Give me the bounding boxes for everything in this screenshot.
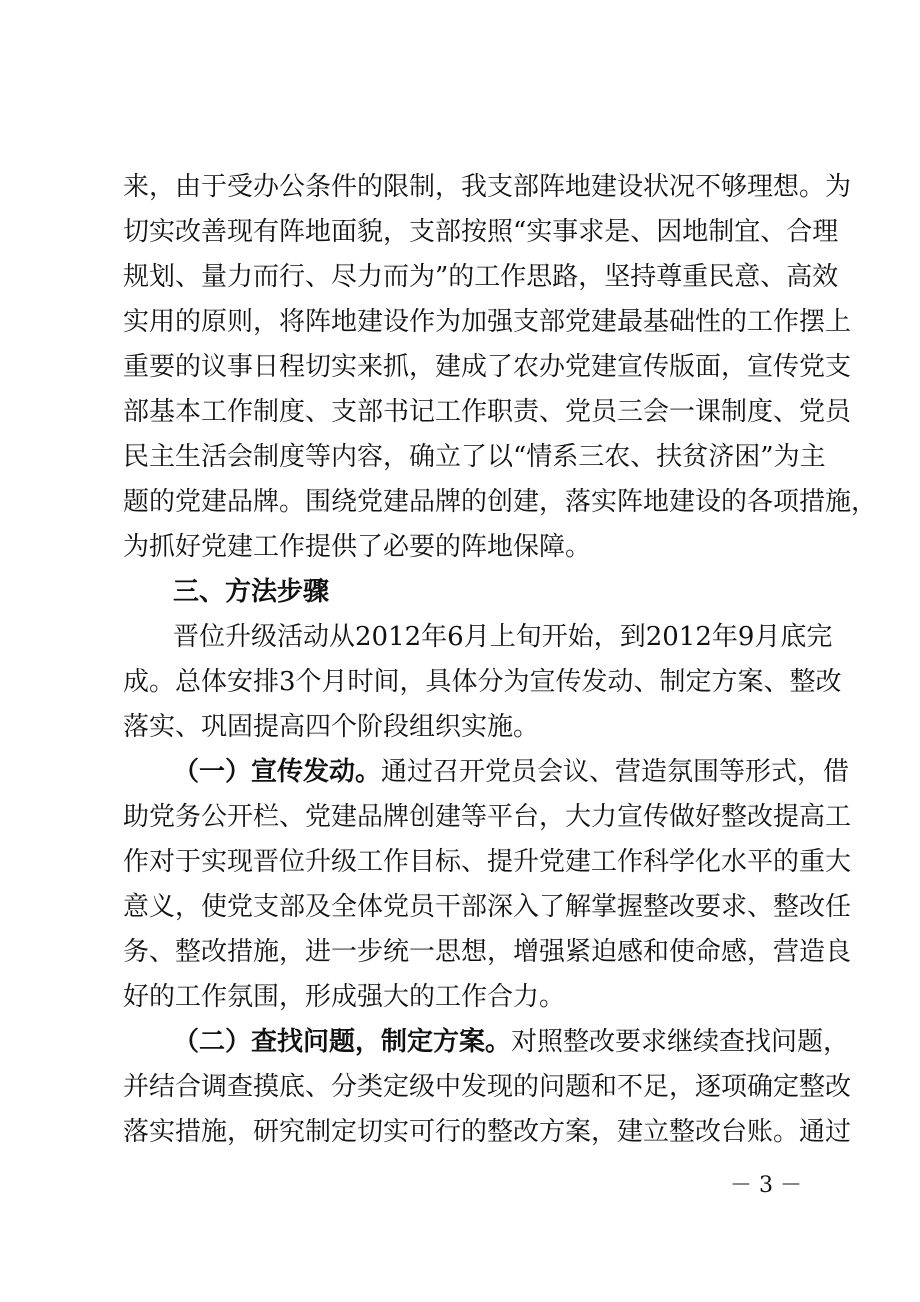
body-line: 落实、巩固提高四个阶段组织实施。 (123, 712, 540, 742)
body-line: 务、整改措施，进一步统一思想，增强紧迫感和使命感，营造良 (123, 937, 852, 967)
subsection-title: （二）查找问题，制定方案。 (173, 1027, 512, 1057)
body-line: 部基本工作制度、支部书记工作职责、党员三会一课制度、党员 (123, 397, 852, 427)
body-line: 晋位升级活动从2012年6月上旬开始，到2012年9月底完 (173, 622, 833, 652)
subsection-first-line (173, 752, 850, 792)
subsection-text: 通过召开党员会议、营造氛围等形式，借 (381, 757, 850, 787)
section-heading: 三、方法步骤 (173, 577, 330, 607)
body-line: 意义，使党支部及全体党员干部深入了解掌握整改要求、整改任 (123, 892, 852, 922)
subsection-first-line (173, 1022, 850, 1062)
body-line: 成。总体安排3个月时间，具体分为宣传发动、制定方案、整改 (123, 667, 842, 697)
body-line: 为抓好党建工作提供了必要的阵地保障。 (123, 532, 592, 562)
subsection-title: （一）宣传发动。 (173, 757, 382, 787)
body-line: 重要的议事日程切实来抓，建成了农办党建宣传版面，宣传党支 (123, 352, 852, 382)
body-line: 实用的原则，将阵地建设作为加强支部党建最基础性的工作摆上 (123, 307, 852, 337)
subsection-text: 对照整改要求继续查找问题， (511, 1027, 850, 1057)
body-line: 落实措施，研究制定切实可行的整改方案，建立整改台账。通过 (123, 1117, 852, 1147)
body-line: 并结合调查摸底、分类定级中发现的问题和不足，逐项确定整改 (123, 1072, 852, 1102)
body-line: 来，由于受办公条件的限制，我支部阵地建设状况不够理想。为 (123, 172, 852, 202)
body-line: 助党务公开栏、党建品牌创建等平台，大力宣传做好整改提高工 (123, 802, 852, 832)
body-line: 切实改善现有阵地面貌，支部按照“实事求是、因地制宜、合理 (123, 217, 839, 247)
page-number: － 3 － (730, 1173, 802, 1198)
body-line: 民主生活会制度等内容，确立了以“情系三农、扶贫济困”为主 (123, 442, 826, 472)
body-line: 好的工作氛围，形成强大的工作合力。 (123, 982, 566, 1012)
body-line: 题的党建品牌。围绕党建品牌的创建，落实阵地建设的各项措施， (123, 487, 878, 517)
body-line: 规划、量力而行、尽力而为”的工作思路，坚持尊重民意、高效 (123, 262, 839, 292)
body-line: 作对于实现晋位升级工作目标、提升党建工作科学化水平的重大 (123, 847, 852, 877)
